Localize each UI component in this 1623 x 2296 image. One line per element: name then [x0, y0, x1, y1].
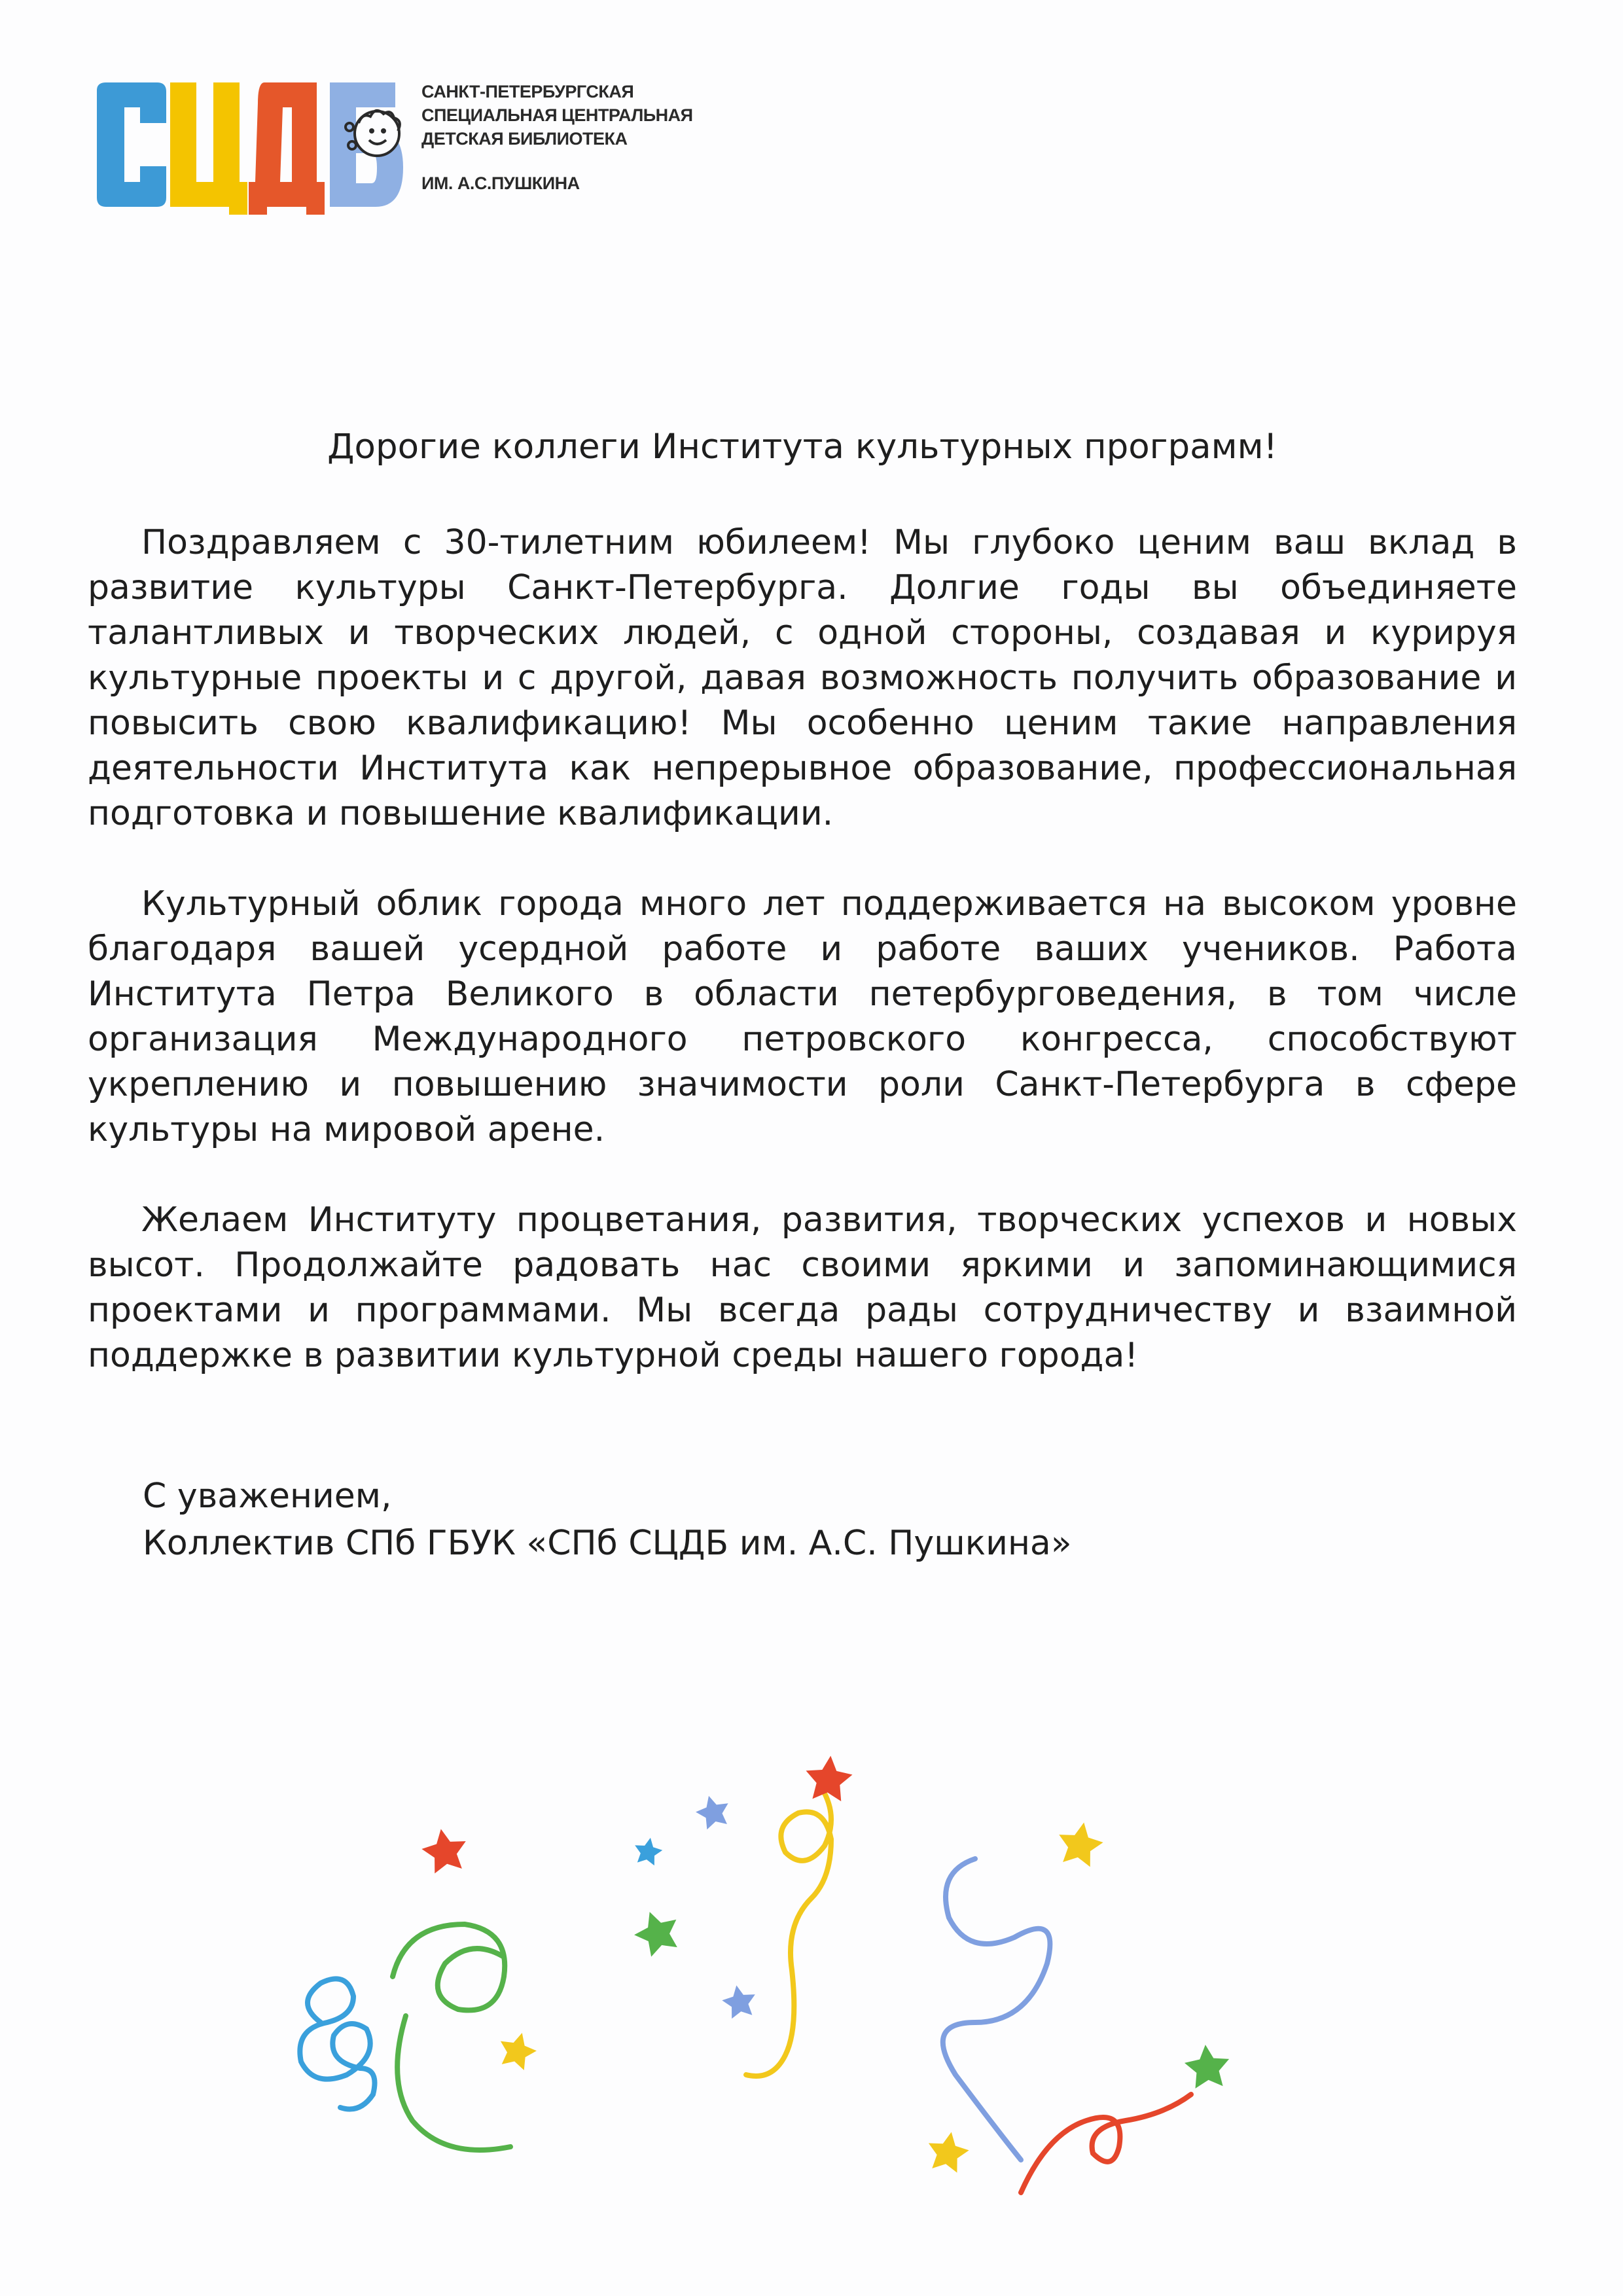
letter-greeting: Дорогие коллеги Института культурных программ! — [327, 427, 1277, 467]
library-logo — [84, 77, 751, 215]
library-named-after: ИМ. А.С.ПУШКИНА — [421, 173, 580, 193]
yellow-streamer — [746, 1793, 831, 2076]
confetti-decoration — [288, 1741, 1309, 2212]
light-blue-streamer — [943, 1859, 1050, 2160]
letter-closing — [143, 1473, 1072, 1567]
blue-streamer — [300, 1979, 374, 2109]
library-name-line-1: САНКТ-ПЕТЕРБУРГСКАЯ — [421, 82, 634, 101]
green-star — [1183, 2043, 1232, 2089]
logo-letter-d — [249, 82, 325, 215]
library-name-line-2: СПЕЦИАЛЬНАЯ ЦЕНТРАЛЬНАЯ — [421, 105, 693, 125]
yellow-star — [1054, 1819, 1106, 1869]
letter-body — [88, 424, 1517, 1424]
signature: Коллектив СПб ГБУК «СПб СЦДБ им. А.С. Пушкина» — [143, 1524, 1072, 1563]
light-blue-star — [692, 1791, 733, 1831]
blue-star — [632, 1835, 664, 1867]
red-streamer — [1021, 2094, 1191, 2193]
light-blue-star — [720, 1982, 758, 2020]
red-star — [804, 1754, 854, 1803]
letter-paragraph-3: Желаем Институту процветания, развития, творческих успехов и новых высот. Продолжайте радовать нас своими яркими и запоминающимися проектами и программами. Мы всегда рады сотрудничеству и взаимной поддержке в развитии культурной среды нашего города! — [88, 1200, 1517, 1375]
yellow-star — [924, 2128, 971, 2174]
yellow-star — [495, 2028, 540, 2072]
logo-letter-ts — [170, 82, 247, 215]
green-star — [629, 1904, 686, 1960]
logo-letter-s — [97, 82, 166, 207]
green-streamer — [393, 1924, 510, 2150]
red-star — [419, 1825, 471, 1875]
scdb-logo-mark — [84, 77, 404, 215]
library-name-line-3: ДЕТСКАЯ БИБЛИОТЕКА — [421, 129, 628, 149]
library-name — [421, 80, 762, 195]
letter-paragraph-2: Культурный облик города много лет поддерживается на высоком уровне благодаря вашей усердной работе и работе ваших учеников. Работа Института Петра Великого в области петербурговедения, в том числе организация Международного петровского конгресса, способствуют укреплению и повышению значимости роли Санкт-Петербурга в сфере культуры на мировой арене. — [88, 884, 1517, 1149]
letter-paragraph-1: Поздравляем с 30-тилетним юбилеем! Мы глубоко ценим ваш вклад в развитие культуры Санкт-Петербурга. Долгие годы вы объединяете талантливых и творческих людей, с одной стороны, создавая и курируя культурные проекты и с другой, давая возможность получить образование и повысить свою квалификацию! Мы особенно ценим такие направления деятельности Института как непрерывное образование, профессиональная подготовка и повышение квалификации. — [88, 523, 1517, 833]
closing-phrase: С уважением, — [143, 1477, 392, 1516]
